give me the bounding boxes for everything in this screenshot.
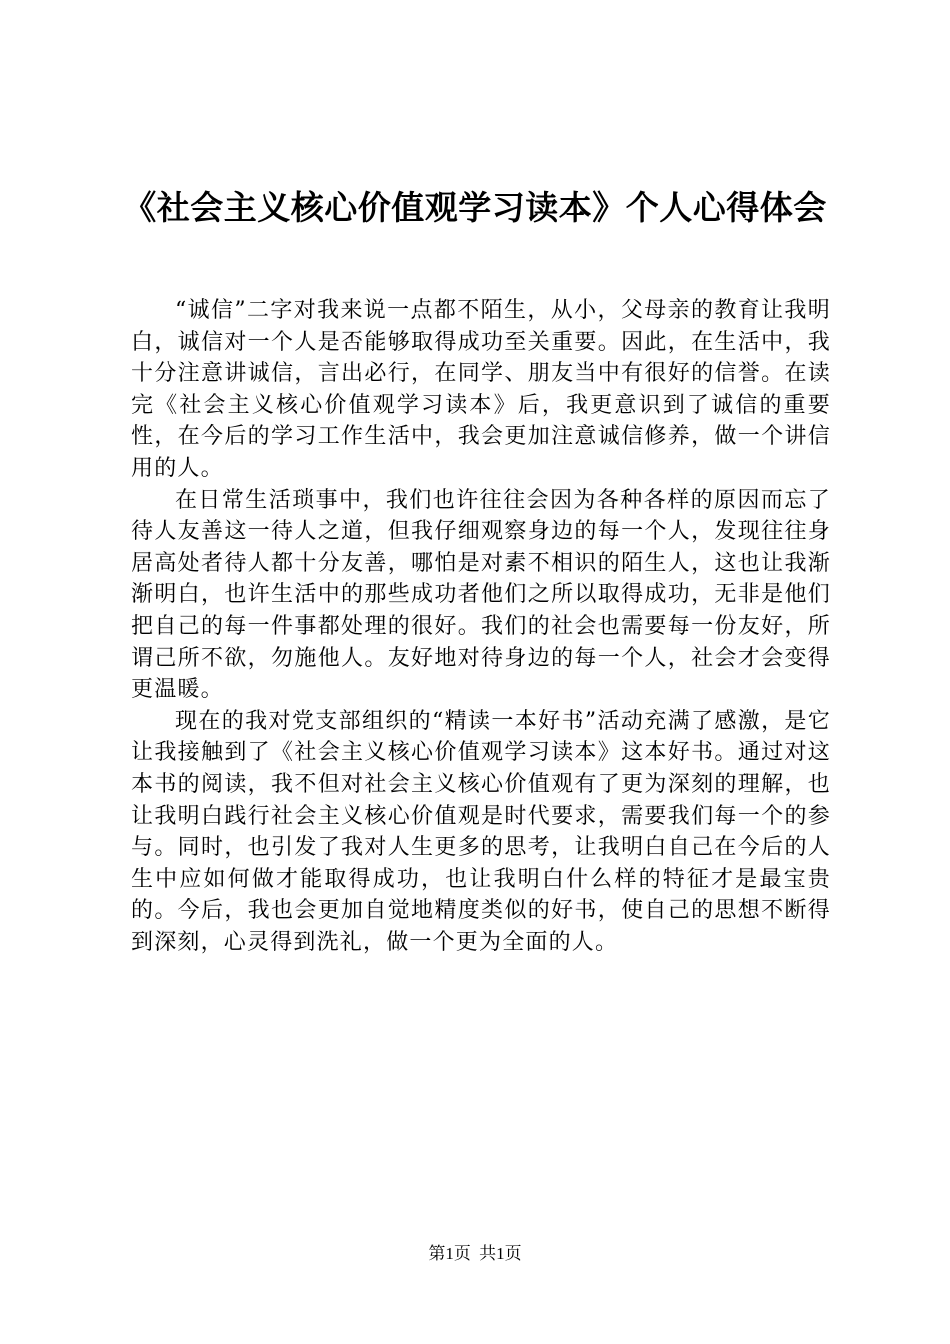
document-body [131,295,831,958]
paragraph-1: “诚信”二字对我来说一点都不陌生，从小，父母亲的教育让我明白，诚信对一个人是否能够取得成功至关重要。因此，在生活中，我十分注意讲诚信，言出必行，在同学、朋友当中有很好的信誉。在读完《社会主义核心价值观学习读本》后，我更意识到了诚信的重要性，在今后的学习工作生活中，我会更加注意诚信修养，做一个讲信用的人。 [131,298,831,481]
paragraph-3: 现在的我对党支部组织的“精读一本好书”活动充满了感激，是它让我接触到了《社会主义核心价值观学习读本》这本好书。通过对这本书的阅读，我不但对社会主义核心价值观有了更为深刻的理解，也让我明白践行社会主义核心价值观是时代要求，需要我们每一个的参与。同时，也引发了我对人生更多的思考，让我明白自己在今后的人生中应如何做才能取得成功，也让我明白什么样的特征才是最宝贵的。今后，我也会更加自觉地精度类似的好书，使自己的思想不断得到深刻，心灵得到洗礼，做一个更为全面的人。 [131,708,831,955]
document-title: 《社会主义核心价值观学习读本》个人心得体会 [123,188,827,227]
page-number: 第1页 [428,1244,471,1263]
paragraph-2: 在日常生活琐事中，我们也许往往会因为各种各样的原因而忘了待人友善这一待人之道，但我仔细观察身边的每一个人，发现往往身居高处者待人都十分友善，哪怕是对素不相识的陌生人，这也让我渐渐明白，也许生活中的那些成功者他们之所以取得成功，无非是他们把自己的每一件事都处理的很好。我们的社会也需要每一份友好，所谓己所不欲，勿施他人。友好地对待身边的每一个人，社会才会变得更温暖。 [131,487,831,703]
page-total: 共1页 [479,1244,522,1263]
page-footer [0,1243,950,1265]
